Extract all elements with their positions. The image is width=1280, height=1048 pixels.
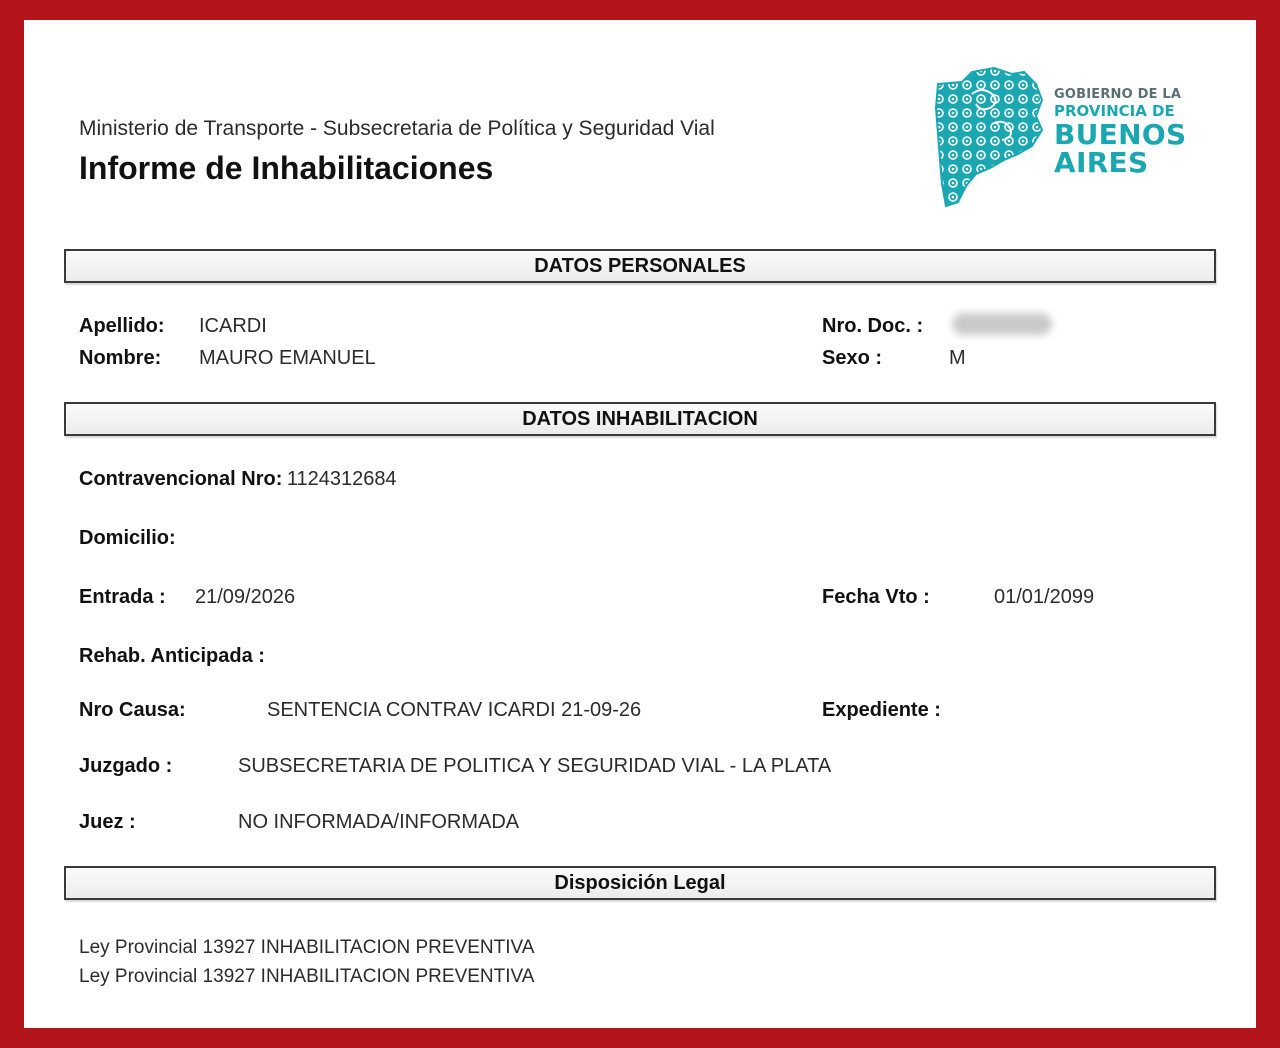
- fecha-vto-label: Fecha Vto :: [822, 586, 930, 608]
- section-title: Disposición Legal: [554, 871, 726, 894]
- juzgado-label: Juzgado :: [79, 755, 173, 777]
- sexo-label: Sexo :: [822, 347, 883, 369]
- document-title: Informe de Inhabilitaciones: [79, 150, 494, 186]
- contravencional-value: 1124312684: [286, 468, 397, 490]
- province-map-icon: [932, 64, 1050, 210]
- legal-line: Ley Provincial 13927 INHABILITACION PREVENTIVA: [79, 937, 535, 958]
- logo-line-2: PROVINCIA DE: [1054, 102, 1175, 120]
- expediente-label: Expediente :: [822, 699, 941, 721]
- entrada-label: Entrada :: [79, 586, 166, 608]
- juzgado-value: SUBSECRETARIA DE POLITICA Y SEGURIDAD VIAL - LA PLATA: [238, 755, 832, 777]
- entrada-value: 21/09/2026: [195, 586, 296, 608]
- section-title: DATOS INHABILITACION: [522, 407, 758, 430]
- ministry-subtitle: Ministerio de Transporte - Subsecretaria de Política y Seguridad Vial: [79, 117, 715, 140]
- section-datos-inhabilitacion: [64, 402, 1216, 436]
- legal-line: Ley Provincial 13927 INHABILITACION PREVENTIVA: [79, 966, 535, 987]
- doc-label: Nro. Doc. :: [822, 315, 924, 337]
- buenos-aires-logo: [932, 64, 1192, 214]
- contravencional-label: Contravencional Nro:: [79, 468, 283, 490]
- juez-value: NO INFORMADA/INFORMADA: [238, 811, 520, 833]
- contravencional-row: [79, 468, 397, 491]
- domicilio-label: Domicilio:: [79, 527, 176, 549]
- rehab-anticipada-label: Rehab. Anticipada :: [79, 645, 265, 667]
- juez-label: Juez :: [79, 811, 136, 833]
- section-title: DATOS PERSONALES: [534, 254, 746, 277]
- logo-line-1: GOBIERNO DE LA: [1054, 87, 1182, 102]
- sexo-value: M: [949, 347, 966, 369]
- apellido-label: Apellido:: [79, 315, 165, 337]
- nombre-label: Nombre:: [79, 347, 162, 369]
- fecha-vto-value: 01/01/2099: [994, 586, 1095, 608]
- nombre-value: MAURO EMANUEL: [199, 347, 376, 369]
- document-sheet: [24, 20, 1256, 1028]
- nro-causa-label: Nro Causa:: [79, 699, 186, 721]
- logo-line-3: BUENOS: [1054, 118, 1187, 151]
- section-disposicion-legal: [64, 866, 1216, 900]
- logo-wordmark: [1054, 88, 1186, 177]
- apellido-value: ICARDI: [199, 315, 267, 337]
- nro-causa-value: SENTENCIA CONTRAV ICARDI 21-09-26: [267, 699, 642, 721]
- logo-line-4: AIRES: [1054, 146, 1149, 179]
- redacted-doc-number: [952, 313, 1052, 335]
- section-datos-personales: [64, 249, 1216, 283]
